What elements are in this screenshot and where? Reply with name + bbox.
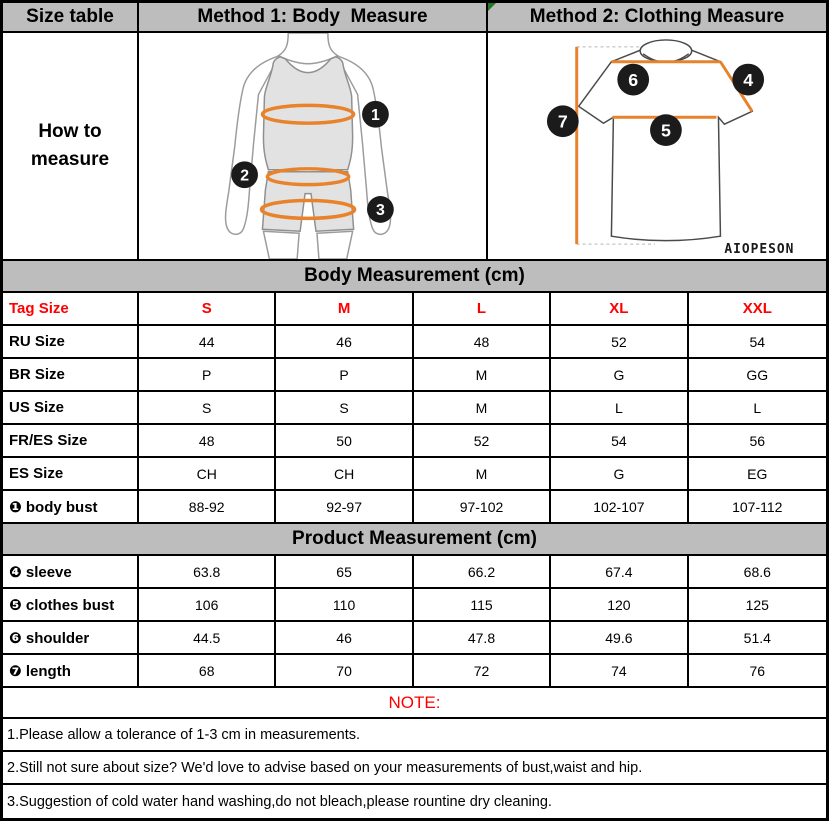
- cell-value: 52: [414, 425, 551, 456]
- cell-value: 48: [139, 425, 276, 456]
- row-label: ❺ clothes bust: [3, 589, 139, 620]
- tag-size-m: M: [276, 293, 413, 324]
- cell-value: 67.4: [551, 556, 688, 587]
- tag-size-l: L: [414, 293, 551, 324]
- row-label: ❼ length: [3, 655, 139, 686]
- table-row-br-size: [3, 359, 826, 392]
- note-item: 2.Still not sure about size? We'd love to advise based on your measurements of bust,waist and hip.: [7, 759, 643, 776]
- cell-value: GG: [746, 366, 769, 383]
- body-measurement-header-row: [3, 261, 826, 293]
- cell-value: P: [276, 359, 413, 390]
- row-label: ❶ body bust: [3, 491, 139, 522]
- brand-text: AIOPESON: [724, 242, 795, 258]
- table-row-ru-size: [3, 326, 826, 359]
- cell-value: 88-92: [139, 491, 276, 522]
- body-diagram-svg: [140, 33, 485, 259]
- cell-value: 49.6: [551, 622, 688, 653]
- row-label: BR Size: [3, 359, 139, 390]
- cell-value: 48: [414, 326, 551, 357]
- note-item: 3.Suggestion of cold water hand washing,do not bleach,please rountine dry cleaning.: [7, 793, 552, 810]
- cell-value: M: [414, 359, 551, 390]
- body-measurement-title: Body Measurement (cm): [3, 261, 826, 291]
- table-row-body-bust: [3, 491, 826, 524]
- note-row-2: [3, 752, 826, 785]
- cell-value: P: [139, 359, 276, 390]
- cell-value: 56: [749, 432, 766, 449]
- cell-value: 50: [276, 425, 413, 456]
- tag-size-row: [3, 293, 826, 326]
- product-measurement-header-row: [3, 524, 826, 556]
- cell-value: S: [139, 392, 276, 423]
- note-row-1: [3, 719, 826, 752]
- cell-value: 92-97: [276, 491, 413, 522]
- cell-value: 46: [276, 326, 413, 357]
- row-label: ❹ sleeve: [3, 556, 139, 587]
- cell-value: 63.8: [139, 556, 276, 587]
- note-row-3: [3, 785, 826, 818]
- cell-value: 65: [276, 556, 413, 587]
- cell-value: CH: [139, 458, 276, 489]
- marker-2: 2: [240, 167, 250, 185]
- tag-size-s: S: [139, 293, 276, 324]
- body-left-leg: [263, 231, 299, 259]
- marker-5: 5: [660, 120, 671, 141]
- cell-value: 47.8: [414, 622, 551, 653]
- cell-value: G: [551, 458, 688, 489]
- cell-value: 125: [745, 596, 769, 613]
- tag-size-label: Tag Size: [3, 293, 139, 324]
- marker-4: 4: [743, 70, 754, 91]
- row-label: US Size: [3, 392, 139, 423]
- how-to-measure-cell: How to measure: [3, 33, 139, 259]
- cell-value: G: [551, 359, 688, 390]
- cell-value: CH: [276, 458, 413, 489]
- note-title: NOTE:: [388, 692, 441, 712]
- row-label: ES Size: [3, 458, 139, 489]
- cell-value: 110: [276, 589, 413, 620]
- cell-value: 115: [414, 589, 551, 620]
- table-row-es-size: [3, 458, 826, 491]
- clothing-measure-diagram: [488, 33, 826, 259]
- note-item: 1.Please allow a tolerance of 1-3 cm in measurements.: [7, 726, 361, 743]
- header-method2-label: Method 2: Clothing Measure: [529, 6, 785, 27]
- header-size-table: Size table: [3, 3, 139, 31]
- cell-value: 102-107: [551, 491, 688, 522]
- cell-value: 66.2: [414, 556, 551, 587]
- product-measurement-title: Product Measurement (cm): [3, 524, 826, 554]
- row-label: RU Size: [3, 326, 139, 357]
- cell-value: 97-102: [414, 491, 551, 522]
- cell-value: M: [414, 392, 551, 423]
- cell-value: M: [414, 458, 551, 489]
- table-row-clothes-bust: [3, 589, 826, 622]
- cell-value: L: [753, 399, 762, 416]
- tag-size-xl: XL: [551, 293, 688, 324]
- top-header-row: [3, 3, 826, 33]
- cell-corner-flag: [488, 3, 496, 11]
- cell-value: 68.6: [743, 563, 771, 580]
- row-label: ❻ shoulder: [3, 622, 139, 653]
- cell-value: 44.5: [139, 622, 276, 653]
- table-row-shoulder: [3, 622, 826, 655]
- body-neck: [278, 33, 337, 64]
- cell-value: 106: [139, 589, 276, 620]
- cell-value: 54: [749, 333, 766, 350]
- cell-value: 68: [139, 655, 276, 686]
- cell-value: 51.4: [743, 629, 771, 646]
- header-method2: [488, 3, 826, 31]
- marker-7: 7: [557, 111, 568, 132]
- shirt-diagram-svg: [488, 33, 826, 259]
- cell-value: EG: [747, 465, 768, 482]
- header-method1: Method 1: Body Measure: [139, 3, 488, 31]
- marker-1: 1: [371, 106, 380, 124]
- marker-3: 3: [375, 202, 385, 220]
- cell-value: 120: [551, 589, 688, 620]
- cell-value: 52: [551, 326, 688, 357]
- row-label: FR/ES Size: [3, 425, 139, 456]
- cell-value: 74: [551, 655, 688, 686]
- cell-value: 76: [749, 662, 766, 679]
- table-row-length: [3, 655, 826, 688]
- table-row-sleeve: [3, 556, 826, 589]
- body-measure-diagram: [139, 33, 488, 259]
- body-tank-top: [263, 57, 352, 170]
- tag-size-xxl: XXL: [742, 300, 772, 317]
- cell-value: S: [276, 392, 413, 423]
- cell-value: 70: [276, 655, 413, 686]
- cell-value: 107-112: [732, 498, 783, 515]
- note-header-row: [3, 688, 826, 719]
- cell-value: 44: [139, 326, 276, 357]
- marker-6: 6: [628, 70, 639, 91]
- cell-value: 72: [414, 655, 551, 686]
- body-right-leg: [317, 231, 353, 259]
- table-row-fres-size: [3, 425, 826, 458]
- cell-value: 54: [551, 425, 688, 456]
- cell-value: L: [551, 392, 688, 423]
- table-row-us-size: [3, 392, 826, 425]
- shirt-collar: [640, 40, 692, 62]
- diagram-row: [3, 33, 826, 261]
- cell-value: 46: [276, 622, 413, 653]
